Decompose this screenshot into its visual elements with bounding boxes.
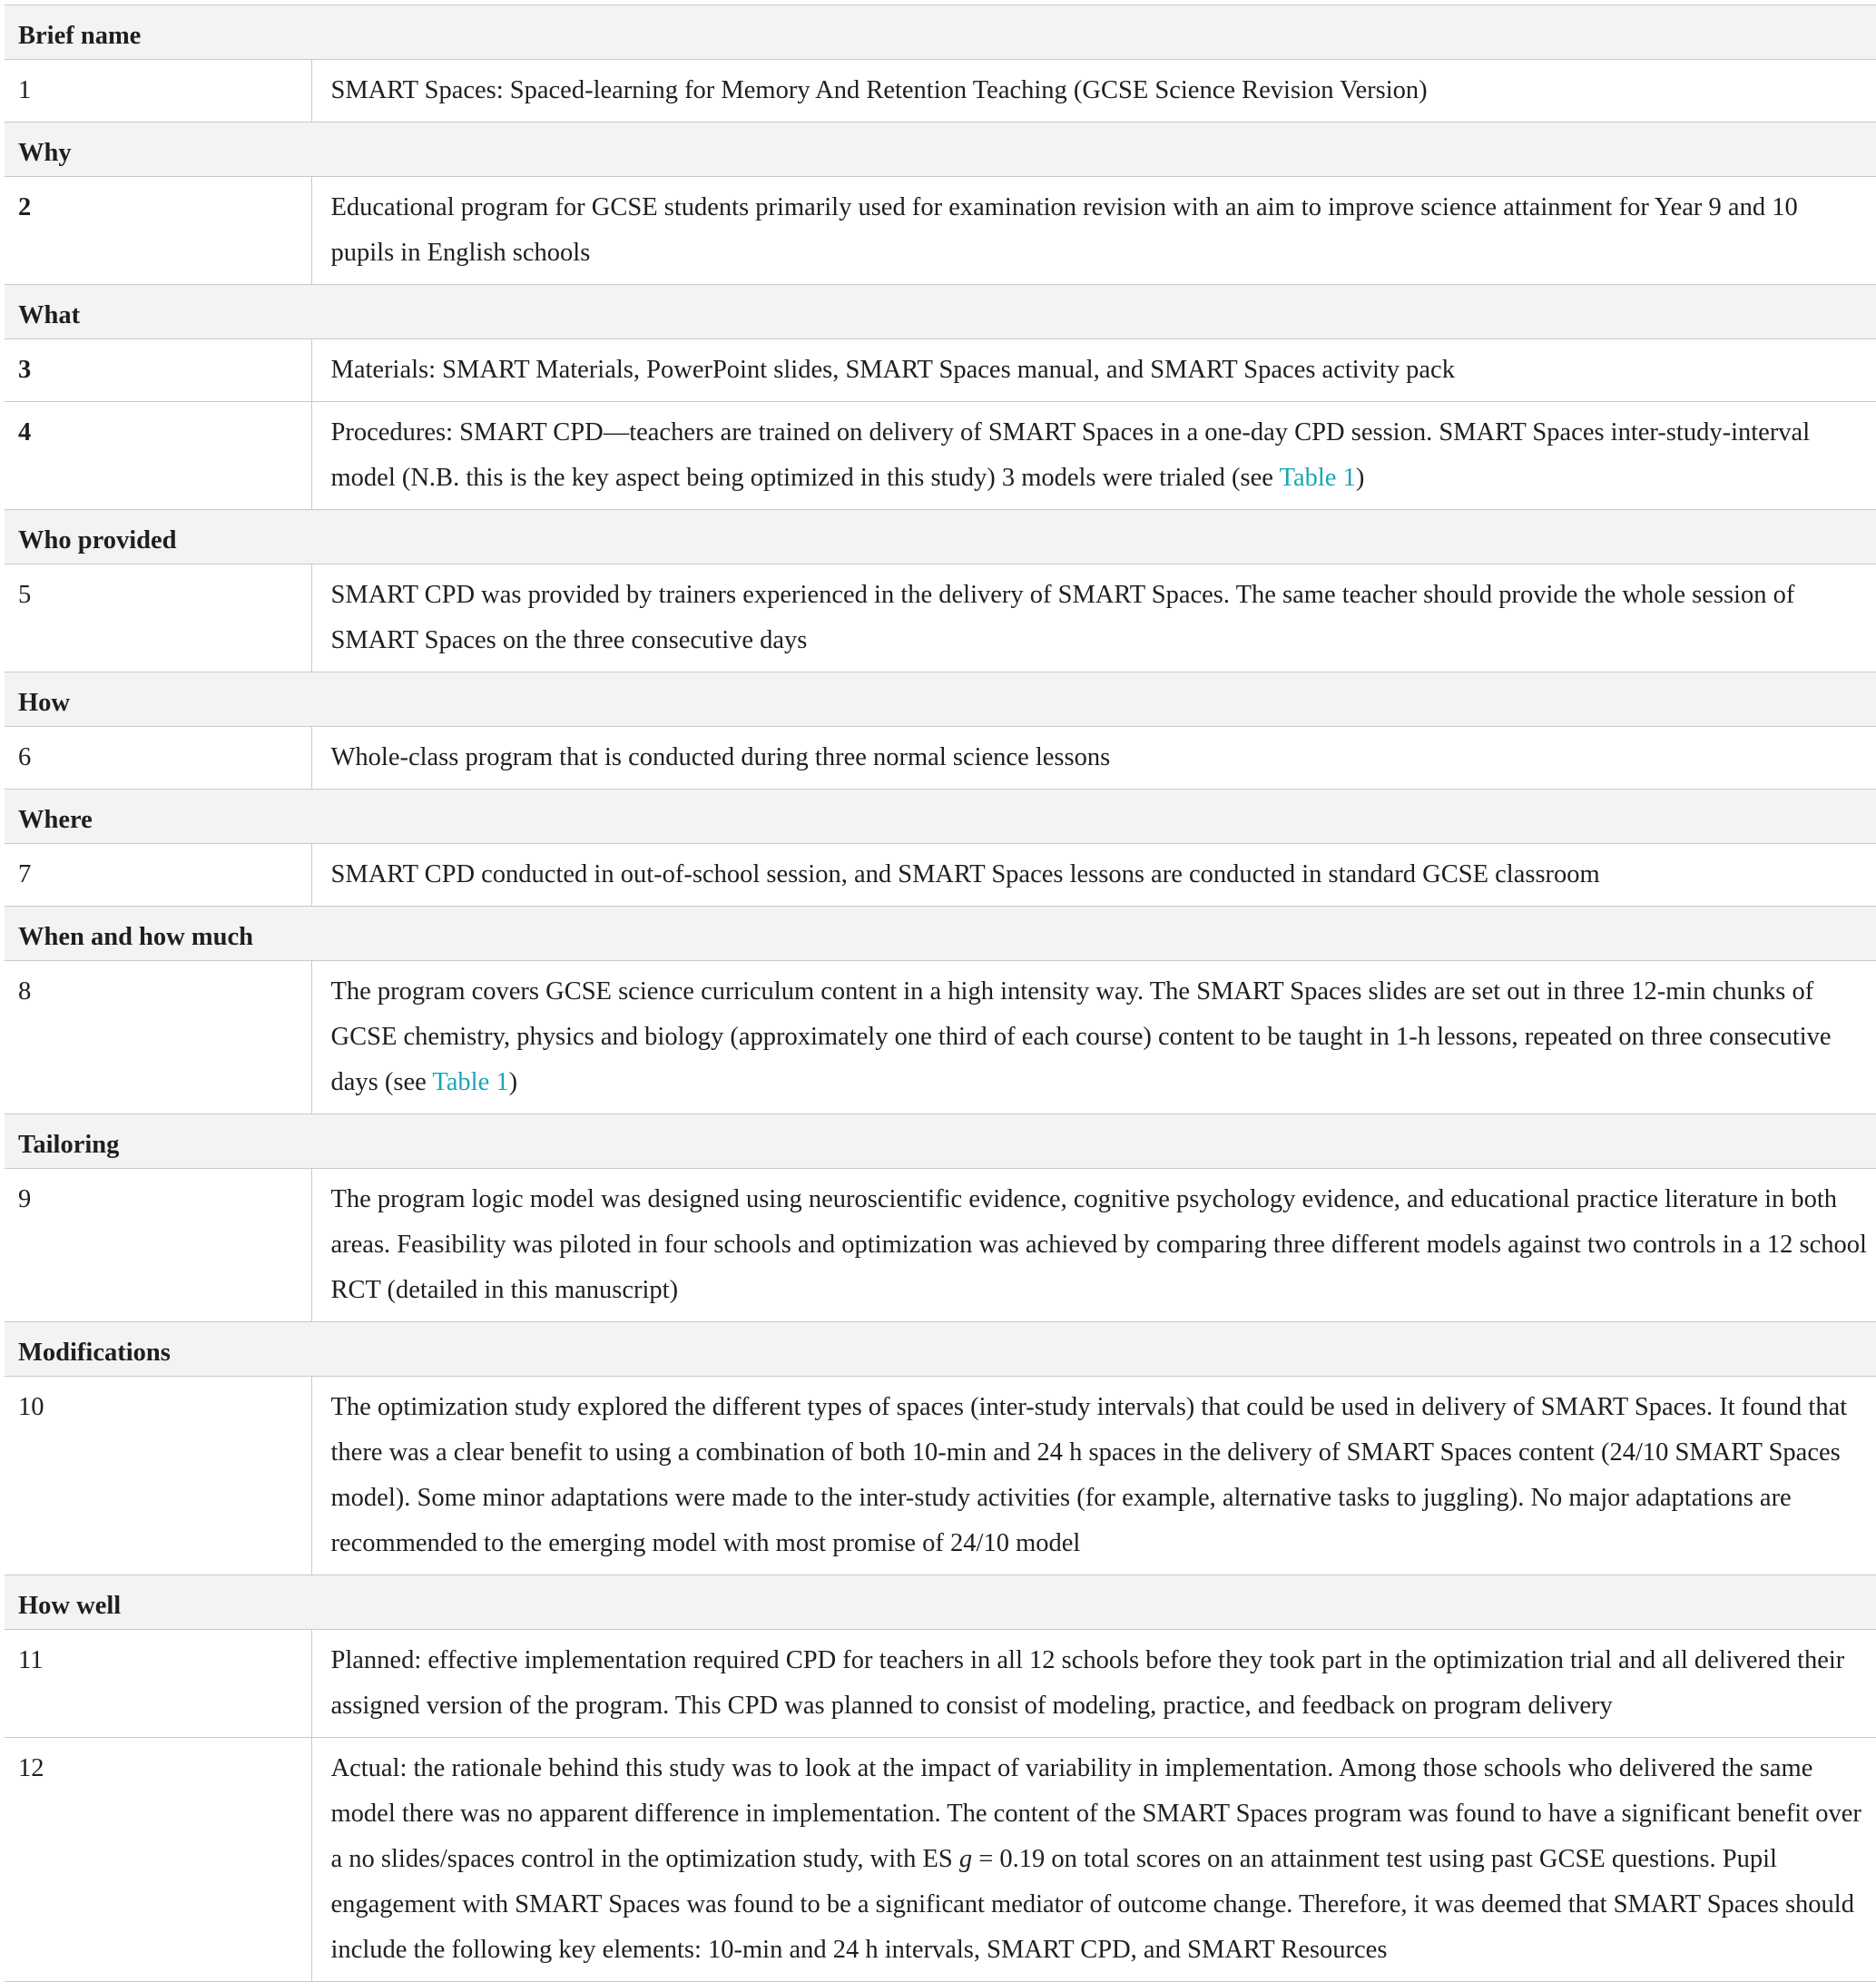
table-1-link[interactable]: Table 1 bbox=[1279, 464, 1356, 492]
section-header-row bbox=[5, 123, 1876, 177]
section-heading: Why bbox=[5, 123, 1876, 177]
italic-symbol: g bbox=[958, 1845, 973, 1873]
item-description bbox=[311, 1377, 1876, 1575]
table-row bbox=[5, 961, 1876, 1114]
description-text: The optimization study explored the different types of spaces (inter-study intervals) that could be used in delivery of SMART Spaces. It found that there was a clear benefit to using a combination of both 10-min and 24 h spaces in the delivery of SMART Spaces content (24/10 SMART Spaces model). Some minor adaptations were made to the inter-study activities (for example, alternative tasks to juggling). No major adaptations are recommended to the emerging model with most promise of 24/10 model bbox=[330, 1393, 1848, 1557]
description-text: Planned: effective implementation required CPD for teachers in all 12 schools before they took part in the optimization trial and all delivered their assigned version of the program. This CPD was planned to consist of modeling, practice, and feedback on program delivery bbox=[330, 1646, 1845, 1720]
description-text: Procedures: SMART CPD—teachers are trained on delivery of SMART Spaces in a one-day CPD session. SMART Spaces inter-study-interval model (N.B. this is the key aspect being optimized in this study) 3 models were trialed (see bbox=[330, 418, 1811, 492]
section-heading: What bbox=[5, 285, 1876, 339]
section-header-row bbox=[5, 285, 1876, 339]
item-number: 9 bbox=[5, 1169, 311, 1322]
table-row bbox=[5, 564, 1876, 672]
section-heading: Modifications bbox=[5, 1322, 1876, 1377]
section-heading: Brief name bbox=[5, 5, 1876, 60]
description-text: Materials: SMART Materials, PowerPoint slides, SMART Spaces manual, and SMART Spaces activity pack bbox=[330, 356, 1455, 384]
description-text: Actual: the rationale behind this study was to look at the impact of variability in implementation. Among those schools who delivered the same model there was no apparent difference in implementation. The content of the SMART Spaces program was found to have a significant benefit over a no slides/spaces control in the optimization study, with ES bbox=[330, 1754, 1861, 1873]
description-text: The program logic model was designed using neuroscientific evidence, cognitive psychology evidence, and educational practice literature in both areas. Feasibility was piloted in four schools and optimization was achieved by comparing three different models against two controls in a 12 school RCT (detailed in this manuscript) bbox=[330, 1185, 1867, 1304]
item-number: 11 bbox=[5, 1630, 311, 1738]
section-header-row bbox=[5, 1114, 1876, 1169]
table-row bbox=[5, 844, 1876, 907]
item-number: 5 bbox=[5, 564, 311, 672]
table-row bbox=[5, 727, 1876, 790]
description-text: = 0.19 on total scores on an attainment test using past GCSE questions. Pupil engagement with SMART Spaces was found to be a significant mediator of outcome change. Therefore, it was deemed that SMART Spaces should include the following key elements: 10-min and 24 h intervals, SMART CPD, and SMART Resources bbox=[330, 1845, 1854, 1964]
table-row bbox=[5, 1169, 1876, 1322]
item-description bbox=[311, 1630, 1876, 1738]
item-number: 7 bbox=[5, 844, 311, 907]
table-row bbox=[5, 1738, 1876, 1982]
section-heading: When and how much bbox=[5, 907, 1876, 961]
item-description bbox=[311, 844, 1876, 907]
item-number: 10 bbox=[5, 1377, 311, 1575]
table-1-link[interactable]: Table 1 bbox=[432, 1068, 509, 1096]
description-text: The program covers GCSE science curriculum content in a high intensity way. The SMART Spaces slides are set out in three 12-min chunks of GCSE chemistry, physics and biology (approximately one third of each course) content to be taught in 1-h lessons, repeated on three consecutive days (see bbox=[330, 977, 1832, 1096]
section-heading: Tailoring bbox=[5, 1114, 1876, 1169]
item-description bbox=[311, 339, 1876, 402]
item-number: 2 bbox=[5, 177, 311, 285]
item-number: 6 bbox=[5, 727, 311, 790]
item-number: 1 bbox=[5, 60, 311, 123]
item-description bbox=[311, 1169, 1876, 1322]
description-text: Educational program for GCSE students primarily used for examination revision with an aim to improve science attainment for Year 9 and 10 pupils in English schools bbox=[330, 193, 1798, 267]
item-number: 8 bbox=[5, 961, 311, 1114]
table-row bbox=[5, 339, 1876, 402]
table-row bbox=[5, 1630, 1876, 1738]
table-row bbox=[5, 1377, 1876, 1575]
item-description bbox=[311, 177, 1876, 285]
item-description bbox=[311, 402, 1876, 510]
item-description bbox=[311, 564, 1876, 672]
section-header-row bbox=[5, 672, 1876, 727]
section-header-row bbox=[5, 510, 1876, 564]
description-text: ) bbox=[508, 1068, 518, 1096]
section-heading: How well bbox=[5, 1575, 1876, 1630]
item-number: 3 bbox=[5, 339, 311, 402]
section-header-row bbox=[5, 907, 1876, 961]
item-number: 4 bbox=[5, 402, 311, 510]
item-description bbox=[311, 727, 1876, 790]
item-description bbox=[311, 961, 1876, 1114]
section-header-row bbox=[5, 790, 1876, 844]
section-heading: Who provided bbox=[5, 510, 1876, 564]
description-text: ) bbox=[1355, 464, 1365, 492]
table-row bbox=[5, 402, 1876, 510]
table-row bbox=[5, 177, 1876, 285]
section-header-row bbox=[5, 1322, 1876, 1377]
description-text: SMART CPD conducted in out-of-school session, and SMART Spaces lessons are conducted in standard GCSE classroom bbox=[330, 860, 1600, 888]
section-header-row bbox=[5, 1575, 1876, 1630]
section-header-row bbox=[5, 5, 1876, 60]
item-number: 12 bbox=[5, 1738, 311, 1982]
section-heading: Where bbox=[5, 790, 1876, 844]
item-description bbox=[311, 60, 1876, 123]
description-text: SMART Spaces: Spaced-learning for Memory And Retention Teaching (GCSE Science Revision Version) bbox=[330, 76, 1428, 104]
description-text: Whole-class program that is conducted during three normal science lessons bbox=[330, 743, 1111, 771]
table-row bbox=[5, 60, 1876, 123]
tidier-checklist-table bbox=[5, 5, 1876, 1982]
item-description bbox=[311, 1738, 1876, 1982]
section-heading: How bbox=[5, 672, 1876, 727]
description-text: SMART CPD was provided by trainers experienced in the delivery of SMART Spaces. The same teacher should provide the whole session of SMART Spaces on the three consecutive days bbox=[330, 581, 1795, 654]
table-body bbox=[5, 5, 1876, 1982]
